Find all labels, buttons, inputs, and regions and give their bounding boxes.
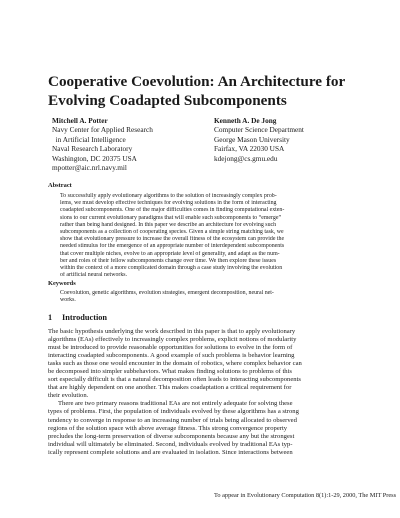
abstract-body [60,193,352,279]
body-line: must be introduced to provide reasonable opportunities for solutions to evolve in the form of [48,344,293,352]
section-heading [48,313,107,322]
author-block-potter [52,116,153,172]
body-line: precludes the long-term preservation of diverse subcomponents because any but the strongest [48,432,295,440]
section-number: 1 [48,313,53,322]
body-line: sort especially difficult is that a natural decomposition often leads to interacting subcomponents [48,376,301,384]
author-block-dejong [214,116,304,163]
title-line-1: Cooperative Coevolution: An Architecture for [48,73,346,90]
body-line: types of problems. First, the population of individuals evolved by these algorithms has a strong [48,408,299,416]
abstract-heading: Abstract [48,182,72,189]
body-line: that are highly dependent on one another. This makes coadaptation a critical requirement for [48,384,292,392]
abstract-line: subcomponents as a collection of cooperating species. Given a simple string matching task, we [60,229,284,236]
body-line: individual will ultimately be eliminated. Second, individuals evolved by traditional EAs typ- [48,440,293,448]
author-name: Kenneth A. De Jong [214,116,277,125]
body-line: interacting coadapted subcomponents. A good example of such problems is behavior learning [48,352,295,360]
keywords-line: works. [60,297,76,304]
abstract-line: sions to our current evolutionary paradigms that will enable such subcomponents to “emerge” [60,214,282,221]
author-affiliation-line: Fairfax, VA 22030 USA [214,144,285,154]
author-affiliation-line: in Artificial Intelligence [52,134,126,144]
abstract-line: lems, we must develop effective techniques for evolving solutions in the form of interacting [60,200,277,207]
author-name: Mitchell A. Potter [52,116,108,125]
keywords-body [60,290,352,304]
keywords-line: Coevolution, genetic algorithms, evolution strategies, emergent decomposition, neural net- [60,290,274,296]
author-affiliation-line: Navy Center for Applied Research [52,125,153,135]
author-affiliation-line: George Mason University [214,134,290,144]
body-line: be decomposed into simpler subbehaviors. What makes finding solutions to problems of this [48,368,292,376]
abstract-line: To successfully apply evolutionary algorithms to the solution of increasingly complex prob- [60,193,277,199]
body-line: tasks such as those one would encounter in the domain of robotics, where complex behavior can [48,360,302,368]
author-affiliation-line: Naval Research Laboratory [52,144,133,154]
introduction-body [48,328,354,457]
abstract-line: rather than being hand designed. In this paper we describe an architecture for evolving such [60,221,277,228]
section-title: Introduction [62,313,108,322]
publication-footer: To appear in Evolutionary Computation 8(1):1-29, 2000, The MIT Press [214,492,397,499]
abstract-line: show that evolutionary pressure to increase the overall fitness of the ecosystem can provide the [60,236,285,243]
keywords-heading: Keywords [48,280,76,287]
title-line-2: Evolving Coadapted Subcomponents [48,92,287,109]
body-line: regions of the solution space with above average fitness. This strong convergence property [48,424,288,432]
author-affiliation-line: Computer Science Department [214,125,304,135]
body-line: The basic hypothesis underlying the work described in this paper is that to apply evolutionary [48,328,296,335]
body-line: algorithms (EAs) effectively to increasingly complex problems, explicit notions of modularity [48,336,297,344]
abstract-line: of artificial neural networks. [60,272,128,279]
body-line: their evolution. [48,392,89,400]
body-line: ically represent complete solutions and are evaluated in isolation. Since interactions between [48,448,293,456]
author-affiliation-line: Washington, DC 20375 USA [52,153,137,163]
abstract-line: ber and roles of their fellow subcomponents change over time. We then explore these issues [60,257,277,264]
abstract-line: within the context of a more complicated domain through a case study involving the evolution [60,265,283,272]
abstract-line: that cover multiple niches, evolve to an appropriate level of generality, and adapt as the num- [60,250,280,257]
abstract-line: needed stimulus for the emergence of an appropriate number of interdependent subcomponents [60,243,285,250]
body-line: tendency to converge in response to an increasing number of trials being allocated to observed [48,416,297,424]
paper-title [48,72,368,110]
author-email: mpotter@aic.nrl.navy.mil [52,163,127,173]
abstract-line: coadapted subcomponents. One of the major difficulties comes in finding computational exten- [60,207,285,214]
body-line: There are two primary reasons traditional EAs are not entirely adequate for solving these [58,400,293,408]
author-email: kdejong@cs.gmu.edu [214,153,278,163]
